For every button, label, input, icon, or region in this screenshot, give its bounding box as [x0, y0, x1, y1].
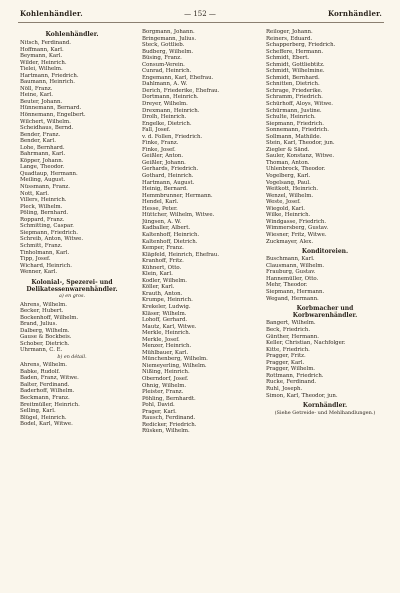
- directory-entry: Wiesner, Fritz, Witwe.: [266, 231, 327, 238]
- directory-entry: Krauth, Anton.: [142, 290, 183, 297]
- directory-entry: Stein, Karl, Theodor, jun.: [266, 140, 335, 147]
- directory-entry: Lange, Theodor.: [20, 164, 65, 171]
- directory-entry: Ahrens, Wilhelm.: [20, 301, 67, 308]
- column-3: [266, 29, 384, 416]
- directory-entry: Wilder, Heinrich.: [20, 59, 67, 66]
- directory-entry: Rottmann, Friedrich.: [266, 372, 324, 379]
- directory-entry: Ruhl, Joseph.: [266, 385, 303, 392]
- directory-entry: Schmitting, Caspar.: [20, 223, 74, 230]
- directory-entry: Engemann, Karl, Ehefrau.: [142, 74, 214, 81]
- directory-entry: Bodel, Karl, Witwe.: [20, 421, 73, 428]
- directory-entry: Schulte, Heinrich.: [266, 114, 316, 121]
- directory-entry: Pohl, David.: [142, 402, 175, 409]
- directory-entry: Gause & Bockbeis.: [20, 334, 72, 341]
- directory-entry: Mautz, Karl, Witwe.: [142, 323, 197, 330]
- directory-entry: Bender, Karl.: [20, 138, 56, 145]
- directory-entry: Kaltenhoff, Heinrich.: [142, 231, 200, 238]
- directory-entry: Pleck, Wilhelm.: [20, 203, 63, 210]
- directory-entry: Wiegold, Karl.: [266, 205, 305, 212]
- directory-entry: Hoffmann, Karl.: [20, 46, 64, 53]
- directory-entry: Lohoff, Gerhard.: [142, 317, 188, 324]
- directory-entry: Vogelsang, Paul.: [266, 179, 311, 186]
- directory-entry: Pöhling, Bernhardt.: [142, 395, 196, 402]
- directory-entry: Menzer, Heinrich.: [142, 343, 192, 350]
- directory-entry: Finke, Franz.: [142, 140, 179, 147]
- directory-entry: Hesse, Peter.: [142, 205, 178, 212]
- directory-entry: Balter, Ferdinand.: [20, 381, 70, 388]
- directory-entry: Siepmann, Friedrich.: [266, 120, 324, 127]
- header-left-title: Kohlenhändler.: [20, 9, 83, 18]
- directory-entry: Scheffere, Hermann.: [266, 48, 324, 55]
- directory-entry: Ziegler & Sänd.: [266, 146, 310, 153]
- directory-entry: Baderhoff, Wilhelm.: [20, 388, 75, 395]
- page-header: [0, 11, 400, 21]
- directory-entry: Kläpfeld, Heinrich, Ehefrau.: [142, 251, 220, 258]
- directory-entry: Bangert, Wilhelm.: [266, 320, 316, 327]
- directory-entry: Uhlenbrock, Theodor.: [266, 166, 326, 173]
- directory-entry: Hüttcher, Wilhelm, Witwe.: [142, 212, 215, 219]
- directory-entry: Schürmann, Justine.: [266, 107, 322, 114]
- directory-entry: Nitsch, Ferdinand.: [20, 40, 71, 46]
- directory-entry: Vogelberg, Karl.: [266, 173, 311, 180]
- entry-list: [266, 320, 384, 399]
- directory-entry: Nöll, Franz.: [20, 85, 53, 92]
- directory-entry: Nott, Karl.: [20, 190, 49, 197]
- entry-list: [142, 29, 250, 435]
- directory-entry: Simon, Karl, Theodor, jun.: [266, 392, 338, 399]
- directory-entry: Schürhoff, Aloys, Witwe.: [266, 101, 333, 108]
- directory-entry: Bockenhoff, Wilhelm.: [20, 314, 79, 321]
- directory-entry: Köpper, Johann.: [20, 157, 64, 164]
- directory-entry: Wegand, Hermann.: [266, 295, 319, 302]
- directory-entry: Prager, Karl.: [142, 408, 177, 415]
- directory-entry: Reiloger, Johann.: [266, 29, 313, 35]
- directory-entry: Drolh, Heinrich.: [142, 114, 187, 121]
- entry-list: [266, 256, 384, 302]
- entry-list: [20, 40, 124, 276]
- directory-entry: v. d. Follen, Friedrich.: [142, 133, 203, 140]
- directory-entry: Kaltenhoff, Dietrich.: [142, 238, 198, 245]
- directory-entry: Wichard, Heinrich.: [20, 262, 72, 269]
- directory-entry: Schapperberg, Friedrich.: [266, 42, 336, 49]
- directory-entry: Ohnig, Wilhelm.: [142, 382, 187, 389]
- directory-entry: Krumpe, Heinrich.: [142, 297, 193, 304]
- directory-entry: Siepmann, Friedrich.: [20, 229, 78, 236]
- directory-entry: Sonnemann, Friedrich.: [266, 127, 329, 134]
- directory-entry: Wilchert, Wilhelm.: [20, 118, 71, 125]
- directory-entry: Tinholmann, Karl.: [20, 249, 70, 256]
- directory-entry: Dreyer, Wilhelm.: [142, 101, 188, 108]
- directory-entry: Brand, Julius.: [20, 321, 58, 328]
- directory-entry: Hartmann, Friedrich.: [20, 72, 79, 79]
- directory-entry: Nüssmann, Franz.: [20, 184, 70, 191]
- directory-entry: Schmidt, Bernhard.: [266, 74, 320, 81]
- directory-entry: Heine, Karl.: [20, 92, 53, 99]
- directory-entry: Quadtaup, Hermann.: [20, 170, 78, 177]
- directory-entry: Fall, Josef.: [142, 127, 171, 134]
- directory-entry: Tielei, Wilhelm.: [20, 66, 63, 73]
- directory-entry: Zuckmayer, Alex.: [266, 238, 314, 245]
- directory-entry: Ahrens, Wilhelm.: [20, 362, 67, 369]
- directory-entry: Wimmersberg, Gustav.: [266, 225, 329, 232]
- directory-entry: Reiners, Eduard.: [266, 35, 313, 42]
- directory-entry: Gerhards, Friedrich.: [142, 166, 199, 173]
- directory-entry: Beck, Friedrich.: [266, 327, 311, 334]
- header-right-title: Kornhändler.: [328, 9, 382, 18]
- directory-entry: Nißing, Heinrich.: [142, 369, 190, 376]
- directory-entry: Selling, Karl.: [20, 408, 56, 415]
- header-rule: [18, 22, 384, 23]
- directory-entry: Weste, Josef.: [266, 199, 301, 206]
- directory-entry: Oberndorf, Josef.: [142, 375, 189, 382]
- section-heading: Kornhändler.: [302, 402, 348, 410]
- directory-entry: Günther, Hermann.: [266, 333, 319, 340]
- directory-entry: Schmidt, Wilhelmine.: [266, 68, 325, 75]
- directory-entry: Kitte, Friedrich.: [266, 346, 310, 353]
- directory-entry: Heinig, Bernard.: [142, 186, 188, 193]
- directory-entry: Bahrmann, Karl.: [20, 151, 66, 158]
- directory-entry: Frauburg, Gustav.: [266, 269, 316, 276]
- directory-entry: Hönnemann, Engelbert.: [20, 112, 86, 119]
- directory-entry: Wenzel, Wilhelm.: [266, 192, 314, 199]
- directory-entry: Tipp, Josef.: [20, 256, 51, 263]
- directory-entry: Hendel, Karl.: [142, 199, 179, 206]
- directory-entry: Weitkott, Heinrich.: [266, 186, 319, 193]
- directory-entry: Schober, Dietrich.: [20, 340, 70, 347]
- directory-entry: Becker, Hubert.: [20, 308, 64, 315]
- directory-entry: Baden, Franz, Witwe.: [20, 375, 79, 382]
- directory-entry: Drexmann, Heinrich.: [142, 107, 200, 114]
- directory-entry: Wenner, Karl.: [20, 269, 58, 276]
- directory-entry: Consum-Verein.: [142, 61, 185, 68]
- directory-entry: Windgasse, Friedrich.: [266, 218, 327, 225]
- directory-entry: Pöling, Bernhard.: [20, 210, 69, 217]
- directory-entry: Geißler, Johann.: [142, 159, 186, 166]
- directory-entry: Beymann, Karl.: [20, 53, 63, 60]
- column-1: [20, 29, 124, 428]
- directory-entry: Sauler, Konstanz, Witwe.: [266, 153, 335, 160]
- directory-entry: Schrage, Friederike.: [266, 87, 323, 94]
- directory-entry: Thoman, Anton.: [266, 159, 310, 166]
- directory-entry: Kodler, Wilhelm.: [142, 277, 188, 284]
- section-heading: Kohlenhändler.: [45, 31, 99, 38]
- directory-entry: Schmidt, Gottliebtitz.: [266, 61, 325, 68]
- directory-entry: Dahlmann, A. W.: [142, 81, 188, 88]
- directory-entry: Mehr, Theodor.: [266, 282, 308, 289]
- directory-entry: Jüngsen, A. W.: [142, 218, 182, 225]
- subsection-label: b) en détail.: [57, 354, 87, 360]
- directory-entry: Sollmann, Mathilde.: [266, 133, 322, 140]
- directory-entry: Kranhoff, Fritz.: [142, 258, 184, 265]
- section-heading: Korbmacher und Korbwarenhändler.: [292, 305, 358, 320]
- directory-entry: Rüsken, Wilhelm.: [142, 428, 190, 435]
- directory-entry: Niemeyerling, Wilhelm.: [142, 362, 207, 369]
- directory-entry: Redicker, Friedrich.: [142, 421, 197, 428]
- directory-entry: Geißler, Anton.: [142, 153, 184, 160]
- directory-entry: Blügel, Heinrich.: [20, 414, 67, 421]
- directory-entry: Villers, Heinrich.: [20, 197, 67, 204]
- directory-entry: Engelke, Dietrich.: [142, 120, 192, 127]
- subsection-label: a) en gros.: [59, 294, 85, 300]
- directory-entry: Beuter, Johann.: [20, 98, 63, 105]
- directory-entry: Meiling, August.: [20, 177, 66, 184]
- directory-entry: Rausch, Ferdinand.: [142, 415, 196, 422]
- directory-entry: Roppard, Franz.: [20, 216, 65, 223]
- directory-entry: Dortmann, Heinrich.: [142, 94, 199, 101]
- entry-list: [20, 302, 124, 354]
- directory-entry: Uhrmann, C. E.: [20, 347, 63, 354]
- directory-entry: Babke, Rudolf.: [20, 368, 60, 375]
- directory-entry: Bender, Franz.: [20, 131, 61, 138]
- directory-entry: Schmitt, Franz.: [20, 242, 63, 249]
- directory-entry: Gothard, Heinrich.: [142, 173, 194, 180]
- directory-entry: Beckmann, Franz.: [20, 395, 70, 402]
- directory-entry: Schnitten, Dietrich.: [266, 81, 320, 88]
- directory-entry: Kemper, Franz.: [142, 245, 184, 252]
- directory-entry: Münchenberg, Wilhelm.: [142, 356, 208, 363]
- directory-entry: Derich, Friederike, Ehefrau.: [142, 87, 220, 94]
- directory-entry: Lohe, Bernhard.: [20, 144, 65, 151]
- directory-entry: Mühlbauer, Karl.: [142, 349, 189, 356]
- directory-entry: Hannemüller, Otto.: [266, 275, 319, 282]
- directory-entry: Cunrad, Heinrich.: [142, 68, 192, 75]
- directory-entry: Merkle, Josef.: [142, 336, 180, 343]
- directory-entry: Clausmann, Wilhelm.: [266, 262, 325, 269]
- directory-entry: Wilke, Heinrich.: [266, 212, 311, 219]
- directory-entry: Klein, Karl.: [142, 271, 173, 278]
- directory-entry: Bringemann, Julius.: [142, 35, 197, 42]
- section-heading: Konditoreien.: [301, 248, 349, 256]
- section-heading: Kolonial-, Spezerei- und Delikatessenwarenhändler.: [26, 278, 118, 293]
- directory-entry: Merkle, Heinrich.: [142, 330, 191, 337]
- directory-entry: Buschmann, Karl.: [266, 256, 315, 263]
- directory-entry: Borgmann, Johann.: [142, 29, 195, 35]
- cross-reference-note: (Siehe Getreide- und Mehlhandlungen.): [274, 410, 376, 417]
- directory-entry: Rucke, Ferdinand.: [266, 379, 317, 386]
- directory-entry: Pragger, Fritz.: [266, 353, 306, 360]
- directory-entry: Finke, Josef.: [142, 146, 176, 153]
- directory-entry: Steck, Gottlieb.: [142, 42, 185, 49]
- entry-list: [20, 362, 124, 427]
- directory-entry: Kadballer, Albert.: [142, 225, 191, 232]
- directory-entry: Hartmann, August.: [142, 179, 195, 186]
- directory-entry: Köller, Karl.: [142, 284, 175, 291]
- directory-entry: Siepmann, Hermann.: [266, 288, 325, 295]
- directory-entry: Kläser, Wilhelm.: [142, 310, 187, 317]
- directory-entry: Keller, Christian, Nachfolger.: [266, 340, 346, 347]
- directory-entry: Breitmüller, Heinrich.: [20, 401, 80, 408]
- entry-list: [266, 29, 384, 245]
- directory-entry: Pleister, Franz.: [142, 389, 184, 396]
- directory-entry: Pragger, Wilhelm.: [266, 366, 316, 373]
- column-2: [142, 29, 250, 435]
- directory-entry: Schmidt, Ebert.: [266, 55, 310, 62]
- directory-entry: Hünnemann, Bernard.: [20, 105, 82, 112]
- directory-entry: Hemmbrunner, Hermann.: [142, 192, 213, 199]
- directory-entry: Baumann, Heinrich.: [20, 79, 75, 86]
- directory-entry: Budberg, Wilhelm.: [142, 48, 194, 55]
- directory-entry: Dalberg, Wilhelm.: [20, 327, 70, 334]
- directory-entry: Pragger, Karl.: [266, 359, 305, 366]
- directory-entry: Krekeler, Ludwig.: [142, 303, 191, 310]
- directory-entry: Büsing, Franz.: [142, 55, 182, 62]
- directory-entry: Kühnert, Otto.: [142, 264, 182, 271]
- directory-entry: Schramm, Friedrich.: [266, 94, 323, 101]
- page-number: — 152 —: [184, 10, 216, 18]
- directory-entry: Scheidhaus, Bernd.: [20, 125, 74, 132]
- directory-entry: Schreib, Anton, Witwe.: [20, 236, 84, 243]
